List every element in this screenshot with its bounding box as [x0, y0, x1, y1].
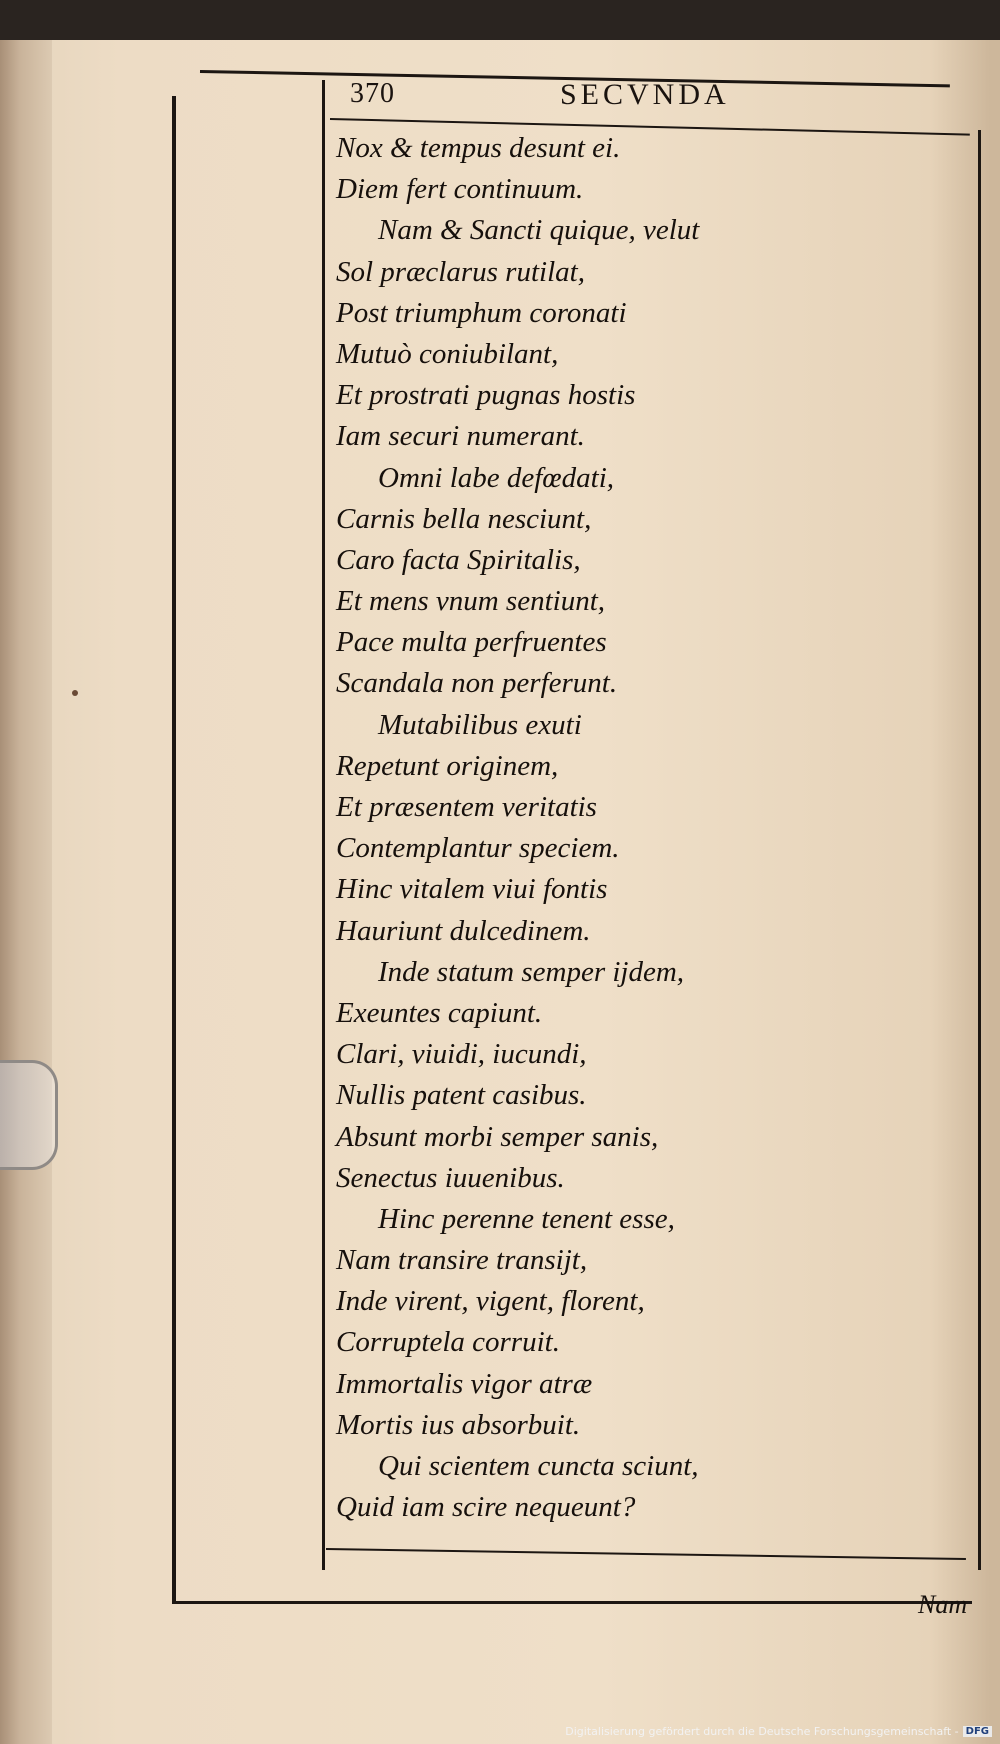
verse-line: Hauriunt dulcedinem.: [336, 914, 591, 947]
verse-line: Repetunt originem,: [336, 749, 559, 782]
right-border-rule: [978, 130, 981, 1570]
verse-line: Quid iam scire nequeunt?: [336, 1491, 636, 1524]
dfg-logo: DFG: [963, 1726, 992, 1737]
verse-line: Hinc perenne tenent esse,: [378, 1202, 675, 1235]
verse-block: [336, 128, 956, 1528]
scan-background: [0, 0, 1000, 40]
verse-line: Mortis ius absorbuit.: [336, 1408, 581, 1441]
verse-line: Qui scientem cuncta sciunt,: [378, 1450, 699, 1482]
verse-line: Clari, viuidi, iucundi,: [336, 1038, 587, 1071]
verse-line: Et præsentem veritatis: [336, 791, 597, 823]
verse-line: Mutuò coniubilant,: [336, 337, 559, 370]
verse-line: Exeuntes capiunt.: [336, 996, 543, 1029]
running-head: SECVNDA: [560, 78, 730, 111]
verse-line: Immortalis vigor atræ: [336, 1367, 593, 1400]
verse-line: Carnis bella nesciunt,: [336, 502, 592, 535]
verse-line: Iam securi numerant.: [336, 420, 585, 453]
verse-line: Nox & tempus desunt ei.: [336, 132, 621, 164]
verse-line: Nam & Sancti quique, velut: [378, 214, 700, 247]
verse-line: Senectus iuuenibus.: [336, 1161, 565, 1194]
verse-line: Caro facta Spiritalis,: [336, 543, 581, 576]
verse-line: Hinc vitalem viui fontis: [336, 873, 608, 906]
verse-line: Omni labe defœdati,: [378, 461, 615, 494]
verse-line: Corruptela corruit.: [336, 1326, 560, 1359]
verse-line: Scandala non perferunt.: [336, 667, 618, 700]
verse-line: Sol præclarus rutilat,: [336, 255, 585, 288]
verse-line: Nullis patent casibus.: [336, 1079, 587, 1112]
book-spine-edge: [0, 40, 52, 1744]
verse-line: Nam transire transijt,: [336, 1244, 588, 1277]
verse-line: Pace multa perfruentes: [336, 626, 607, 659]
credit-text: Digitalisierung gefördert durch die Deutsche Forschungsgemeinschaft -: [565, 1725, 959, 1738]
verse-line: Contemplantur speciem.: [336, 832, 620, 865]
ink-spot: [72, 690, 78, 696]
page-clip: [0, 1060, 58, 1170]
digitization-credit: [565, 1725, 992, 1738]
verse-line: Et prostrati pugnas hostis: [336, 379, 636, 412]
verse-line: Mutabilibus exuti: [378, 708, 582, 741]
verse-line: Inde virent, vigent, florent,: [336, 1285, 645, 1318]
page-header: [350, 78, 910, 118]
verse-line: Inde statum semper ijdem,: [378, 955, 685, 988]
verse-line: Absunt morbi semper sanis,: [336, 1120, 659, 1153]
catchword: Nam: [918, 1590, 968, 1619]
verse-line: Diem fert continuum.: [336, 173, 584, 206]
verse-line: Et mens vnum sentiunt,: [336, 585, 606, 618]
page-number: 370: [350, 78, 395, 109]
verse-line: Post triumphum coronati: [336, 296, 627, 329]
